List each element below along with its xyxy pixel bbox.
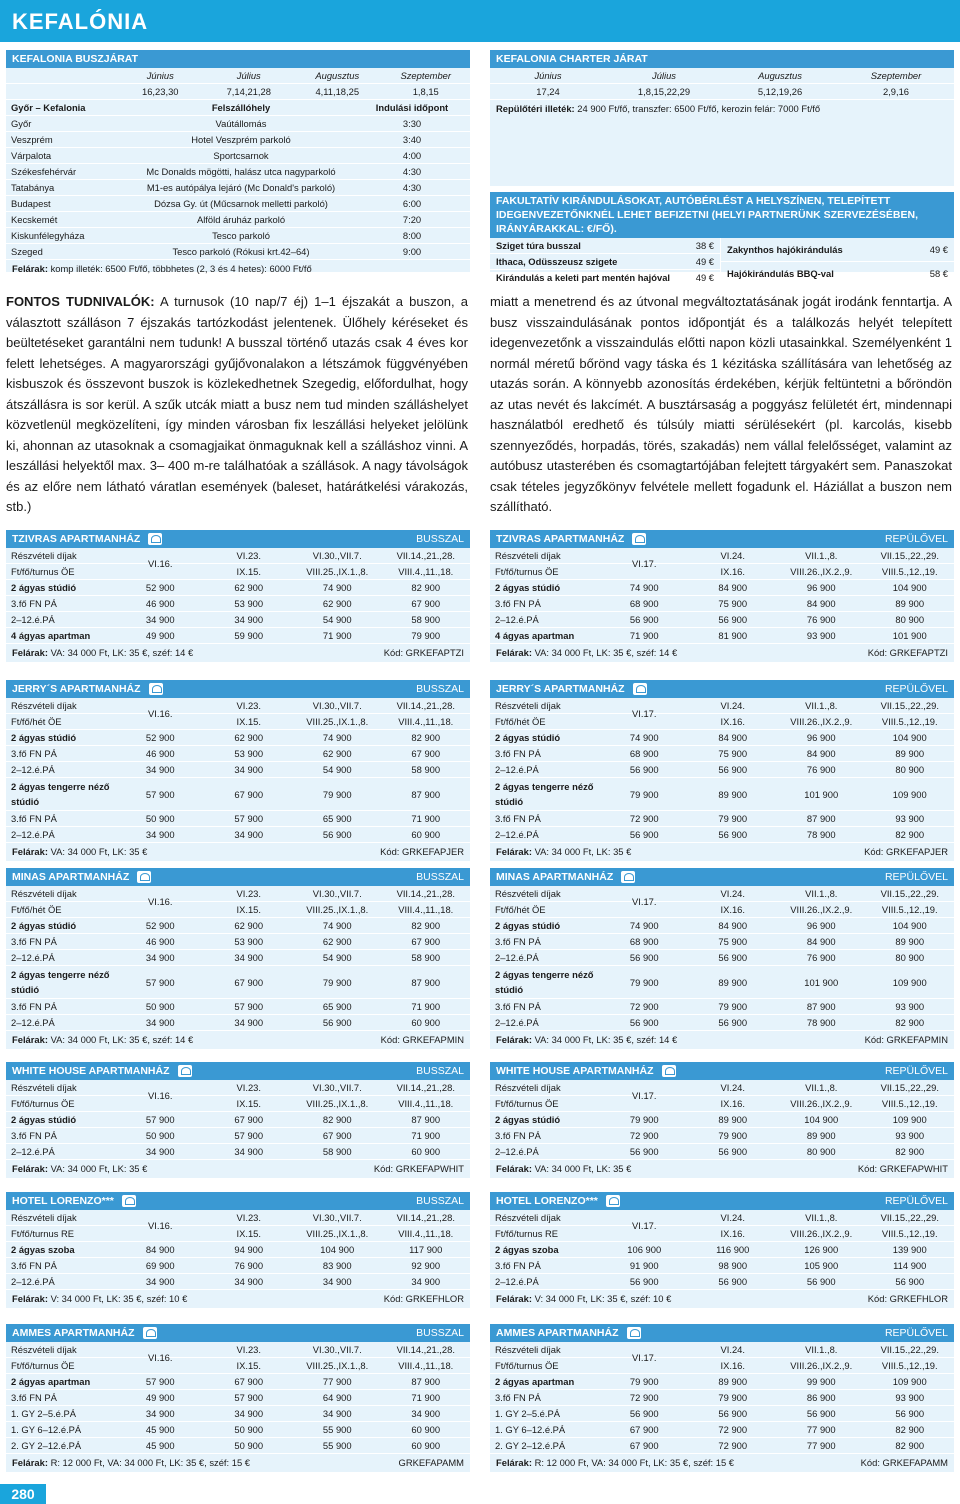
surcharges-row: Felárak: VA: 34 000 Ft, LK: 35 €, széf: 14 € Kód: GRKEFAPMIN	[496, 1034, 948, 1045]
hotel-header: WHITE HOUSE APARTMANHÁZ BUSSZAL	[6, 1062, 470, 1080]
price-row: 3.fő FN PÁ 68 900 75 900 84 900 89 900	[490, 596, 954, 612]
date-header-row: Ft/fő/hét ÖE IX.15. VIII.25.,IX.1.,8. VIII.4.,11.,18.	[6, 902, 470, 918]
price-row: 2 ágyas stúdió 52 900 62 900 74 900 82 900	[6, 918, 470, 934]
bus-stop-time: 9:00	[402, 246, 422, 257]
price-row: 3.fő FN PÁ 46 900 53 900 62 900 67 900	[6, 746, 470, 762]
date-header-row: Részvételi díjak VI.17. VI.24. VII.1.,8. VII.15.,22.,29.	[490, 1342, 954, 1358]
price-row: 2–12.é.PÁ 34 900 34 900 34 900 34 900	[6, 1274, 470, 1290]
charter-dates-row: 17,24 1,8,15,22,29 5,12,19,26 2,9,16	[490, 84, 954, 100]
price-row: 3.fő FN PÁ 68 900 75 900 84 900 89 900	[490, 934, 954, 950]
price-row: 2–12.é.PÁ 34 900 34 900 54 900 58 900	[6, 950, 470, 966]
date-header-row: Részvételi díjak VI.16. VI.23. VI.30.,VII.7. VII.14.,21.,28.	[6, 1210, 470, 1226]
hotel-icon	[632, 533, 646, 545]
surcharges-row: Felárak: V: 34 000 Ft, LK: 35 €, széf: 10 € Kód: GRKEFHLOR	[12, 1293, 464, 1304]
date-header-row: Ft/fő/turnus ÖE IX.16. VIII.26.,IX.2.,9. VIII.5.,12.,19.	[490, 564, 954, 580]
date-header-row: Részvételi díjak VI.16. VI.23. VI.30.,VII.7. VII.14.,21.,28.	[6, 698, 470, 714]
excursion-item: Ithaca, Odüsszeusz szigete 49 €	[490, 254, 720, 270]
booking-code: Kód: GRKEFAPTZI	[383, 647, 464, 658]
price-row: 1. GY 6–12.é.PÁ 67 900 72 900 77 900 82 900	[490, 1422, 954, 1438]
price-row: 2 ágyas stúdió 74 900 84 900 96 900 104 900	[490, 918, 954, 934]
travel-mode: BUSSZAL	[416, 533, 464, 545]
bus-stop-city: Kiskunfélegyháza	[11, 230, 85, 241]
price-row: 2–12.é.PÁ 56 900 56 900 76 900 80 900	[490, 762, 954, 778]
bus-stop-time: 4:30	[402, 166, 422, 177]
price-row: 3.fő FN PÁ 69 900 76 900 83 900 92 900	[6, 1258, 470, 1274]
price-row: 2 ágyas tengerre néző stúdió 79 900 89 900 101 900 109 900	[490, 778, 954, 811]
price-row: 2–12.é.PÁ 56 900 56 900 56 900 56 900	[490, 1274, 954, 1290]
bus-stop-time: 7:20	[402, 214, 422, 225]
hotel-header: AMMES APARTMANHÁZ REPÜLŐVEL	[490, 1324, 954, 1342]
price-row: 2 ágyas stúdió 52 900 62 900 74 900 82 900	[6, 580, 470, 596]
price-row: 2 ágyas tengerre néző stúdió 79 900 89 900 101 900 109 900	[490, 966, 954, 999]
excursions-panel	[490, 192, 954, 283]
bus-stop-city: Győr	[11, 118, 32, 129]
date-header-row: Részvételi díjak VI.16. VI.23. VI.30.,VII.7. VII.14.,21.,28.	[6, 548, 470, 564]
booking-code: Kód: GRKEFAPAMM	[860, 1457, 948, 1468]
price-row: 2–12.é.PÁ 34 900 34 900 54 900 58 900	[6, 762, 470, 778]
date-header-row: Részvételi díjak VI.17. VI.24. VII.1.,8. VII.15.,22.,29.	[490, 1080, 954, 1096]
date-header-row: Ft/fő/hét ÖE IX.15. VIII.25.,IX.1.,8. VIII.4.,11.,18.	[6, 714, 470, 730]
price-row: 2 ágyas szoba 84 900 94 900 104 900 117 900	[6, 1242, 470, 1258]
price-row: 3.fő FN PÁ 72 900 79 900 86 900 93 900	[490, 1390, 954, 1406]
excursion-item: Kirándulás a keleti part mentén hajóval 49 €	[490, 270, 720, 286]
bus-schedule-header: KEFALONIA BUSZJÁRAT	[6, 50, 470, 68]
price-row: 2 ágyas tengerre néző stúdió 57 900 67 900 79 900 87 900	[6, 966, 470, 999]
price-row: 2. GY 2–12.é.PÁ 67 900 72 900 77 900 82 900	[490, 1438, 954, 1454]
price-row: 3.fő FN PÁ 50 900 57 900 65 900 71 900	[6, 999, 470, 1015]
surcharges-row: Felárak: R: 12 000 Ft, VA: 34 000 Ft, LK: 35 €, széf: 15 € Kód: GRKEFAPAMM	[496, 1457, 948, 1468]
bus-stop-place: Tesco parkoló (Rókusi krt.42–64)	[172, 246, 310, 257]
hotel-price-table	[490, 530, 954, 662]
excursions-left-list	[490, 238, 720, 286]
hotel-price-table	[490, 1192, 954, 1308]
excursion-item: Hajókirándulás BBQ-val 58 €	[721, 262, 954, 286]
bus-stop-city: Budapest	[11, 198, 51, 209]
booking-code: GRKEFAPAMM	[398, 1457, 464, 1468]
bus-stop-place: Sportcsarnok	[213, 150, 269, 161]
travel-mode: REPÜLŐVEL	[884, 1195, 948, 1207]
date-header-row: Részvételi díjak VI.17. VI.24. VII.1.,8. VII.15.,22.,29.	[490, 698, 954, 714]
date-header-row: Ft/fő/turnus RE IX.16. VIII.26.,IX.2.,9. VIII.5.,12.,19.	[490, 1226, 954, 1242]
hotel-icon	[621, 871, 635, 883]
info-text-left: FONTOS TUDNIVALÓK: A turnusok (10 nap/7 éj) 1–1 éjszakát a buszon, a választott szálláson 7 éjszakás tartózkodást jelentenek. Ülőhely kéréseket és beültetéseket garantálni nem tudunk! A busszal történő utazás csak 4 éves kor felett lehetséges. A magyarországi gyűjővonalakon a létszámok függvényében kisbuszok és összevont buszok is közlekedhetnek Szegedig, előfordulhat, hogy átszállásra is sor kerül. A szűk utcák miatt a busz nem tud minden szálláshelyet közvetlenül megközelíteni, így minden városban fix leszállási helyeket jelölünk ki, ahonnan az utasoknak a csomagjaikat önmaguknak kell a szálláshoz vinni. A leszállási helyektől max. 3– 400 m-re találhatóak a szállások. A nagy távolságok és az előre nem látható váratlan események (baleset, határátkelési várakozás, stb.)	[6, 294, 468, 514]
hotel-price-table	[490, 868, 954, 1049]
price-row: 1. GY 6–12.é.PÁ 45 900 50 900 55 900 60 900	[6, 1422, 470, 1438]
travel-mode: REPÜLŐVEL	[884, 683, 948, 695]
travel-mode: REPÜLŐVEL	[884, 1065, 948, 1077]
hotel-icon	[143, 1327, 157, 1339]
excursion-item: Zakynthos hajókirándulás 49 €	[721, 238, 954, 262]
hotel-header: TZIVRAS APARTMANHÁZ REPÜLŐVEL	[490, 530, 954, 548]
booking-code: Kód: GRKEFAPTZI	[867, 647, 948, 658]
bus-stop-city: Székesfehérvár	[11, 166, 77, 177]
price-row: 3.fő FN PÁ 46 900 53 900 62 900 67 900	[6, 596, 470, 612]
travel-mode: BUSSZAL	[416, 1327, 464, 1339]
travel-mode: BUSSZAL	[416, 1195, 464, 1207]
bus-stop-time: 4:00	[402, 150, 422, 161]
hotel-price-table	[490, 680, 954, 861]
bus-stop-place: Vaútállomás	[215, 118, 267, 129]
booking-code: Kód: GRKEFHLOR	[867, 1293, 948, 1304]
price-row: 3.fő FN PÁ 72 900 79 900 87 900 93 900	[490, 999, 954, 1015]
bus-stop-time: 3:40	[402, 134, 422, 145]
price-row: 2 ágyas stúdió 74 900 84 900 96 900 104 900	[490, 730, 954, 746]
bus-stop-place: Mc Donalds mögötti, halász utca nagyparkoló	[146, 166, 336, 177]
bus-stop-row	[6, 244, 470, 260]
bus-schedule-panel	[6, 50, 470, 272]
price-row: 4 ágyas apartman 49 900 59 900 71 900 79 900	[6, 628, 470, 644]
hotel-price-table	[6, 1192, 470, 1308]
travel-mode: BUSSZAL	[416, 683, 464, 695]
date-header-row: Ft/fő/turnus ÖE IX.15. VIII.25.,IX.1.,8. VIII.4.,11.,18.	[6, 1358, 470, 1374]
booking-code: Kód: GRKEFHLOR	[383, 1293, 464, 1304]
hotel-price-table	[6, 1062, 470, 1178]
price-row: 2 ágyas apartman 57 900 67 900 77 900 87 900	[6, 1374, 470, 1390]
price-row: 3.fő FN PÁ 50 900 57 900 65 900 71 900	[6, 811, 470, 827]
date-header-row: Ft/fő/turnus RE IX.15. VIII.25.,IX.1.,8. VIII.4.,11.,18.	[6, 1226, 470, 1242]
date-header-row: Ft/fő/hét ÖE IX.16. VIII.26.,IX.2.,9. VIII.5.,12.,19.	[490, 714, 954, 730]
hotel-price-table	[6, 680, 470, 861]
bus-stop-time: 6:00	[402, 198, 422, 209]
hotel-price-table	[6, 868, 470, 1049]
surcharges-row: Felárak: VA: 34 000 Ft, LK: 35 € Kód: GRKEFAPJER	[496, 846, 948, 857]
hotel-header: JERRY´S APARTMANHÁZ REPÜLŐVEL	[490, 680, 954, 698]
travel-mode: BUSSZAL	[416, 871, 464, 883]
excursions-right-list	[720, 238, 954, 286]
travel-mode: REPÜLŐVEL	[884, 871, 948, 883]
bus-stop-row	[6, 164, 470, 180]
bus-stop-city: Szeged	[11, 246, 43, 257]
date-header-row: Ft/fő/turnus ÖE IX.16. VIII.26.,IX.2.,9. VIII.5.,12.,19.	[490, 1358, 954, 1374]
charter-fee: Repülőtéri illeték: 24 900 Ft/fő, transzfer: 6500 Ft/fő, kerozin felár: 7000 Ft/fő	[496, 103, 821, 114]
price-row: 2 ágyas apartman 79 900 89 900 99 900 109 900	[490, 1374, 954, 1390]
bus-stop-row	[6, 132, 470, 148]
price-row: 2–12.é.PÁ 56 900 56 900 76 900 80 900	[490, 950, 954, 966]
date-header-row: Ft/fő/turnus ÖE IX.15. VIII.25.,IX.1.,8. VIII.4.,11.,18.	[6, 1096, 470, 1112]
charter-panel	[490, 50, 954, 186]
bus-stop-row	[6, 116, 470, 132]
date-header-row: Részvételi díjak VI.16. VI.23. VI.30.,VII.7. VII.14.,21.,28.	[6, 1080, 470, 1096]
bus-months-row: Június Július Augusztus Szeptember	[6, 68, 470, 84]
date-header-row: Részvételi díjak VI.16. VI.23. VI.30.,VII.7. VII.14.,21.,28.	[6, 886, 470, 902]
price-row: 2–12.é.PÁ 56 900 56 900 76 900 80 900	[490, 612, 954, 628]
hotel-header: WHITE HOUSE APARTMANHÁZ REPÜLŐVEL	[490, 1062, 954, 1080]
date-header-row: Részvételi díjak VI.16. VI.23. VI.30.,VII.7. VII.14.,21.,28.	[6, 1342, 470, 1358]
price-row: 3.fő FN PÁ 49 900 57 900 64 900 71 900	[6, 1390, 470, 1406]
price-row: 2 ágyas szoba 106 900 116 900 126 900 139 900	[490, 1242, 954, 1258]
price-row: 2–12.é.PÁ 56 900 56 900 78 900 82 900	[490, 1015, 954, 1031]
hotel-icon	[627, 1327, 641, 1339]
price-row: 2 ágyas stúdió 79 900 89 900 104 900 109 900	[490, 1112, 954, 1128]
price-row: 2–12.é.PÁ 34 900 34 900 56 900 60 900	[6, 1015, 470, 1031]
price-row: 3.fő FN PÁ 72 900 79 900 87 900 93 900	[490, 811, 954, 827]
price-row: 2. GY 2–12.é.PÁ 45 900 50 900 55 900 60 900	[6, 1438, 470, 1454]
price-row: 2 ágyas stúdió 74 900 84 900 96 900 104 900	[490, 580, 954, 596]
info-lead: FONTOS TUDNIVALÓK:	[6, 294, 155, 309]
travel-mode: BUSSZAL	[416, 1065, 464, 1077]
bus-stop-city: Kecskemét	[11, 214, 58, 225]
bus-stop-place: Hotel Veszprém parkoló	[191, 134, 291, 145]
hotel-icon	[137, 871, 151, 883]
price-row: 3.fő FN PÁ 68 900 75 900 84 900 89 900	[490, 746, 954, 762]
surcharges-row: Felárak: VA: 34 000 Ft, LK: 35 €, széf: 14 € Kód: GRKEFAPTZI	[496, 647, 948, 658]
bus-stop-row	[6, 228, 470, 244]
surcharges-row: Felárak: VA: 34 000 Ft, LK: 35 € Kód: GRKEFAPWHIT	[12, 1163, 464, 1174]
travel-mode: REPÜLŐVEL	[884, 533, 948, 545]
travel-mode: REPÜLŐVEL	[884, 1327, 948, 1339]
price-row: 3.fő FN PÁ 46 900 53 900 62 900 67 900	[6, 934, 470, 950]
bus-stop-city: Tatabánya	[11, 182, 55, 193]
hotel-header: TZIVRAS APARTMANHÁZ BUSSZAL	[6, 530, 470, 548]
price-row: 3.fő FN PÁ 72 900 79 900 89 900 93 900	[490, 1128, 954, 1144]
booking-code: Kód: GRKEFAPJER	[380, 846, 464, 857]
bus-stop-place: Tesco parkoló	[212, 230, 270, 241]
price-row: 1. GY 2–5.é.PÁ 56 900 56 900 56 900 56 900	[490, 1406, 954, 1422]
price-row: 2–12.é.PÁ 34 900 34 900 54 900 58 900	[6, 612, 470, 628]
bus-stop-row	[6, 148, 470, 164]
hotel-price-table	[490, 1062, 954, 1178]
surcharges-row: Felárak: VA: 34 000 Ft, LK: 35 €, széf: 14 € Kód: GRKEFAPMIN	[12, 1034, 464, 1045]
hotel-price-table	[6, 530, 470, 662]
excursions-header: FAKULTATÍV KIRÁNDULÁSOKAT, AUTÓBÉRLÉST A HELYSZÍNEN, TELEPÍTETT IDEGENVEZETŐNKNÉL LEHET BEFIZETNI (HELYI PARTNERÜNK SZERVEZÉSÉBEN, IRÁNYÁRAKKAL: €/FŐ).	[490, 192, 954, 238]
bus-stop-city: Veszprém	[11, 134, 53, 145]
booking-code: Kód: GRKEFAPJER	[864, 846, 948, 857]
page-title: KEFALÓNIA	[0, 0, 960, 42]
hotel-header: HOTEL LORENZO*** REPÜLŐVEL	[490, 1192, 954, 1210]
surcharges-row: Felárak: VA: 34 000 Ft, LK: 35 € Kód: GRKEFAPJER	[12, 846, 464, 857]
price-row: 2 ágyas stúdió 52 900 62 900 74 900 82 900	[6, 730, 470, 746]
hotel-price-table	[490, 1324, 954, 1472]
bus-stop-place: Dózsa Gy. út (Műcsarnok melletti parkoló)	[154, 198, 328, 209]
surcharges-row: Felárak: VA: 34 000 Ft, LK: 35 €, széf: 14 € Kód: GRKEFAPTZI	[12, 647, 464, 658]
bus-stop-row	[6, 196, 470, 212]
hotel-header: MINAS APARTMANHÁZ BUSSZAL	[6, 868, 470, 886]
price-row: 2–12.é.PÁ 34 900 34 900 56 900 60 900	[6, 827, 470, 843]
date-header-row: Ft/fő/hét ÖE IX.16. VIII.26.,IX.2.,9. VIII.5.,12.,19.	[490, 902, 954, 918]
hotel-icon	[606, 1195, 620, 1207]
hotel-icon	[122, 1195, 136, 1207]
hotel-header: HOTEL LORENZO*** BUSSZAL	[6, 1192, 470, 1210]
page-number: 280	[0, 1484, 46, 1504]
hotel-icon	[633, 683, 647, 695]
booking-code: Kód: GRKEFAPMIN	[380, 1034, 464, 1045]
hotel-price-table	[6, 1324, 470, 1472]
booking-code: Kód: GRKEFAPWHIT	[857, 1163, 948, 1174]
surcharges-row: Felárak: R: 12 000 Ft, VA: 34 000 Ft, LK: 35 €, széf: 15 € GRKEFAPAMM	[12, 1457, 464, 1468]
bus-dates-row: 16,23,30 7,14,21,28 4,11,18,25 1,8,15	[6, 84, 470, 100]
price-row: 3.fő FN PÁ 50 900 57 900 67 900 71 900	[6, 1128, 470, 1144]
excursion-item: Sziget túra busszal 38 €	[490, 238, 720, 254]
price-row: 2–12.é.PÁ 56 900 56 900 78 900 82 900	[490, 827, 954, 843]
info-text-right: miatt a menetrend és az útvonal megváltoztatásának jogát irodánk fenntartja. A busz visszaindulásának pontos időpontját és a találkozás helyét telepített idegenvezetőnk a visszaindulás előtti napon közli utasainkkal. Személyenként 1 normál méretű bőrönd vagy táska és 1 kézitáska szállítására van lehetőség az utazás során. A könnyebb azonosítás érdekében, kérjük feltüntetni a bőröndön az utas nevét és lakcímét. A busztársaság a poggyász felületét ért, mindennapi használatból eredhető és túlsúly miatti sérülésekért (pl. karcolás, kisebb szennyeződés, horpadás, törés, szakadás) nem vállal felelősséget, valamint az autóbusz utasterében és csomagtartójában felejtett tárgyakért sem. Panaszokat csak tételes jegyzőkönyv felvétele mellett fogadunk el. Háziállat a buszon nem szállítható.	[490, 294, 952, 514]
booking-code: Kód: GRKEFAPMIN	[864, 1034, 948, 1045]
date-header-row: Ft/fő/turnus ÖE IX.15. VIII.25.,IX.1.,8. VIII.4.,11.,18.	[6, 564, 470, 580]
bus-stop-row	[6, 180, 470, 196]
bus-stop-time: 3:30	[402, 118, 422, 129]
date-header-row: Részvételi díjak VI.17. VI.24. VII.1.,8. VII.15.,22.,29.	[490, 1210, 954, 1226]
price-row: 2–12.é.PÁ 56 900 56 900 80 900 82 900	[490, 1144, 954, 1160]
price-row: 2–12.é.PÁ 34 900 34 900 58 900 60 900	[6, 1144, 470, 1160]
bus-stop-time: 8:00	[402, 230, 422, 241]
hotel-header: MINAS APARTMANHÁZ REPÜLŐVEL	[490, 868, 954, 886]
charter-months-row: Június Július Augusztus Szeptember	[490, 68, 954, 84]
bus-stop-city: Várpalota	[11, 150, 52, 161]
bus-column-headers: Győr – Kefalonia Felszállóhely Indulási időpont	[6, 100, 470, 116]
booking-code: Kód: GRKEFAPWHIT	[373, 1163, 464, 1174]
hotel-header: JERRY´S APARTMANHÁZ BUSSZAL	[6, 680, 470, 698]
hotel-header: AMMES APARTMANHÁZ BUSSZAL	[6, 1324, 470, 1342]
charter-header: KEFALONIA CHARTER JÁRAT	[490, 50, 954, 68]
date-header-row: Részvételi díjak VI.17. VI.24. VII.1.,8. VII.15.,22.,29.	[490, 886, 954, 902]
bus-stop-place: M1-es autópálya lejáró (Mc Donald's parkoló)	[146, 182, 336, 193]
hotel-icon	[178, 1065, 192, 1077]
price-row: 2 ágyas stúdió 57 900 67 900 82 900 87 900	[6, 1112, 470, 1128]
hotel-icon	[149, 683, 163, 695]
surcharges-row: Felárak: VA: 34 000 Ft, LK: 35 € Kód: GRKEFAPWHIT	[496, 1163, 948, 1174]
bus-stop-place: Alföld áruház parkoló	[196, 214, 286, 225]
date-header-row: Részvételi díjak VI.17. VI.24. VII.1.,8. VII.15.,22.,29.	[490, 548, 954, 564]
date-header-row: Ft/fő/turnus ÖE IX.16. VIII.26.,IX.2.,9. VIII.5.,12.,19.	[490, 1096, 954, 1112]
bus-stop-row	[6, 212, 470, 228]
price-row: 1. GY 2–5.é.PÁ 34 900 34 900 34 900 34 900	[6, 1406, 470, 1422]
bus-footer: Felárak: komp illeték: 6500 Ft/fő, többhetes (2, 3 és 4 hetes): 6000 Ft/fő	[12, 263, 312, 274]
surcharges-row: Felárak: V: 34 000 Ft, LK: 35 €, széf: 10 € Kód: GRKEFHLOR	[496, 1293, 948, 1304]
price-row: 2 ágyas tengerre néző stúdió 57 900 67 900 79 900 87 900	[6, 778, 470, 811]
price-row: 3.fő FN PÁ 91 900 98 900 105 900 114 900	[490, 1258, 954, 1274]
hotel-icon	[148, 533, 162, 545]
hotel-icon	[662, 1065, 676, 1077]
bus-stop-time: 4:30	[402, 182, 422, 193]
price-row: 4 ágyas apartman 71 900 81 900 93 900 101 900	[490, 628, 954, 644]
